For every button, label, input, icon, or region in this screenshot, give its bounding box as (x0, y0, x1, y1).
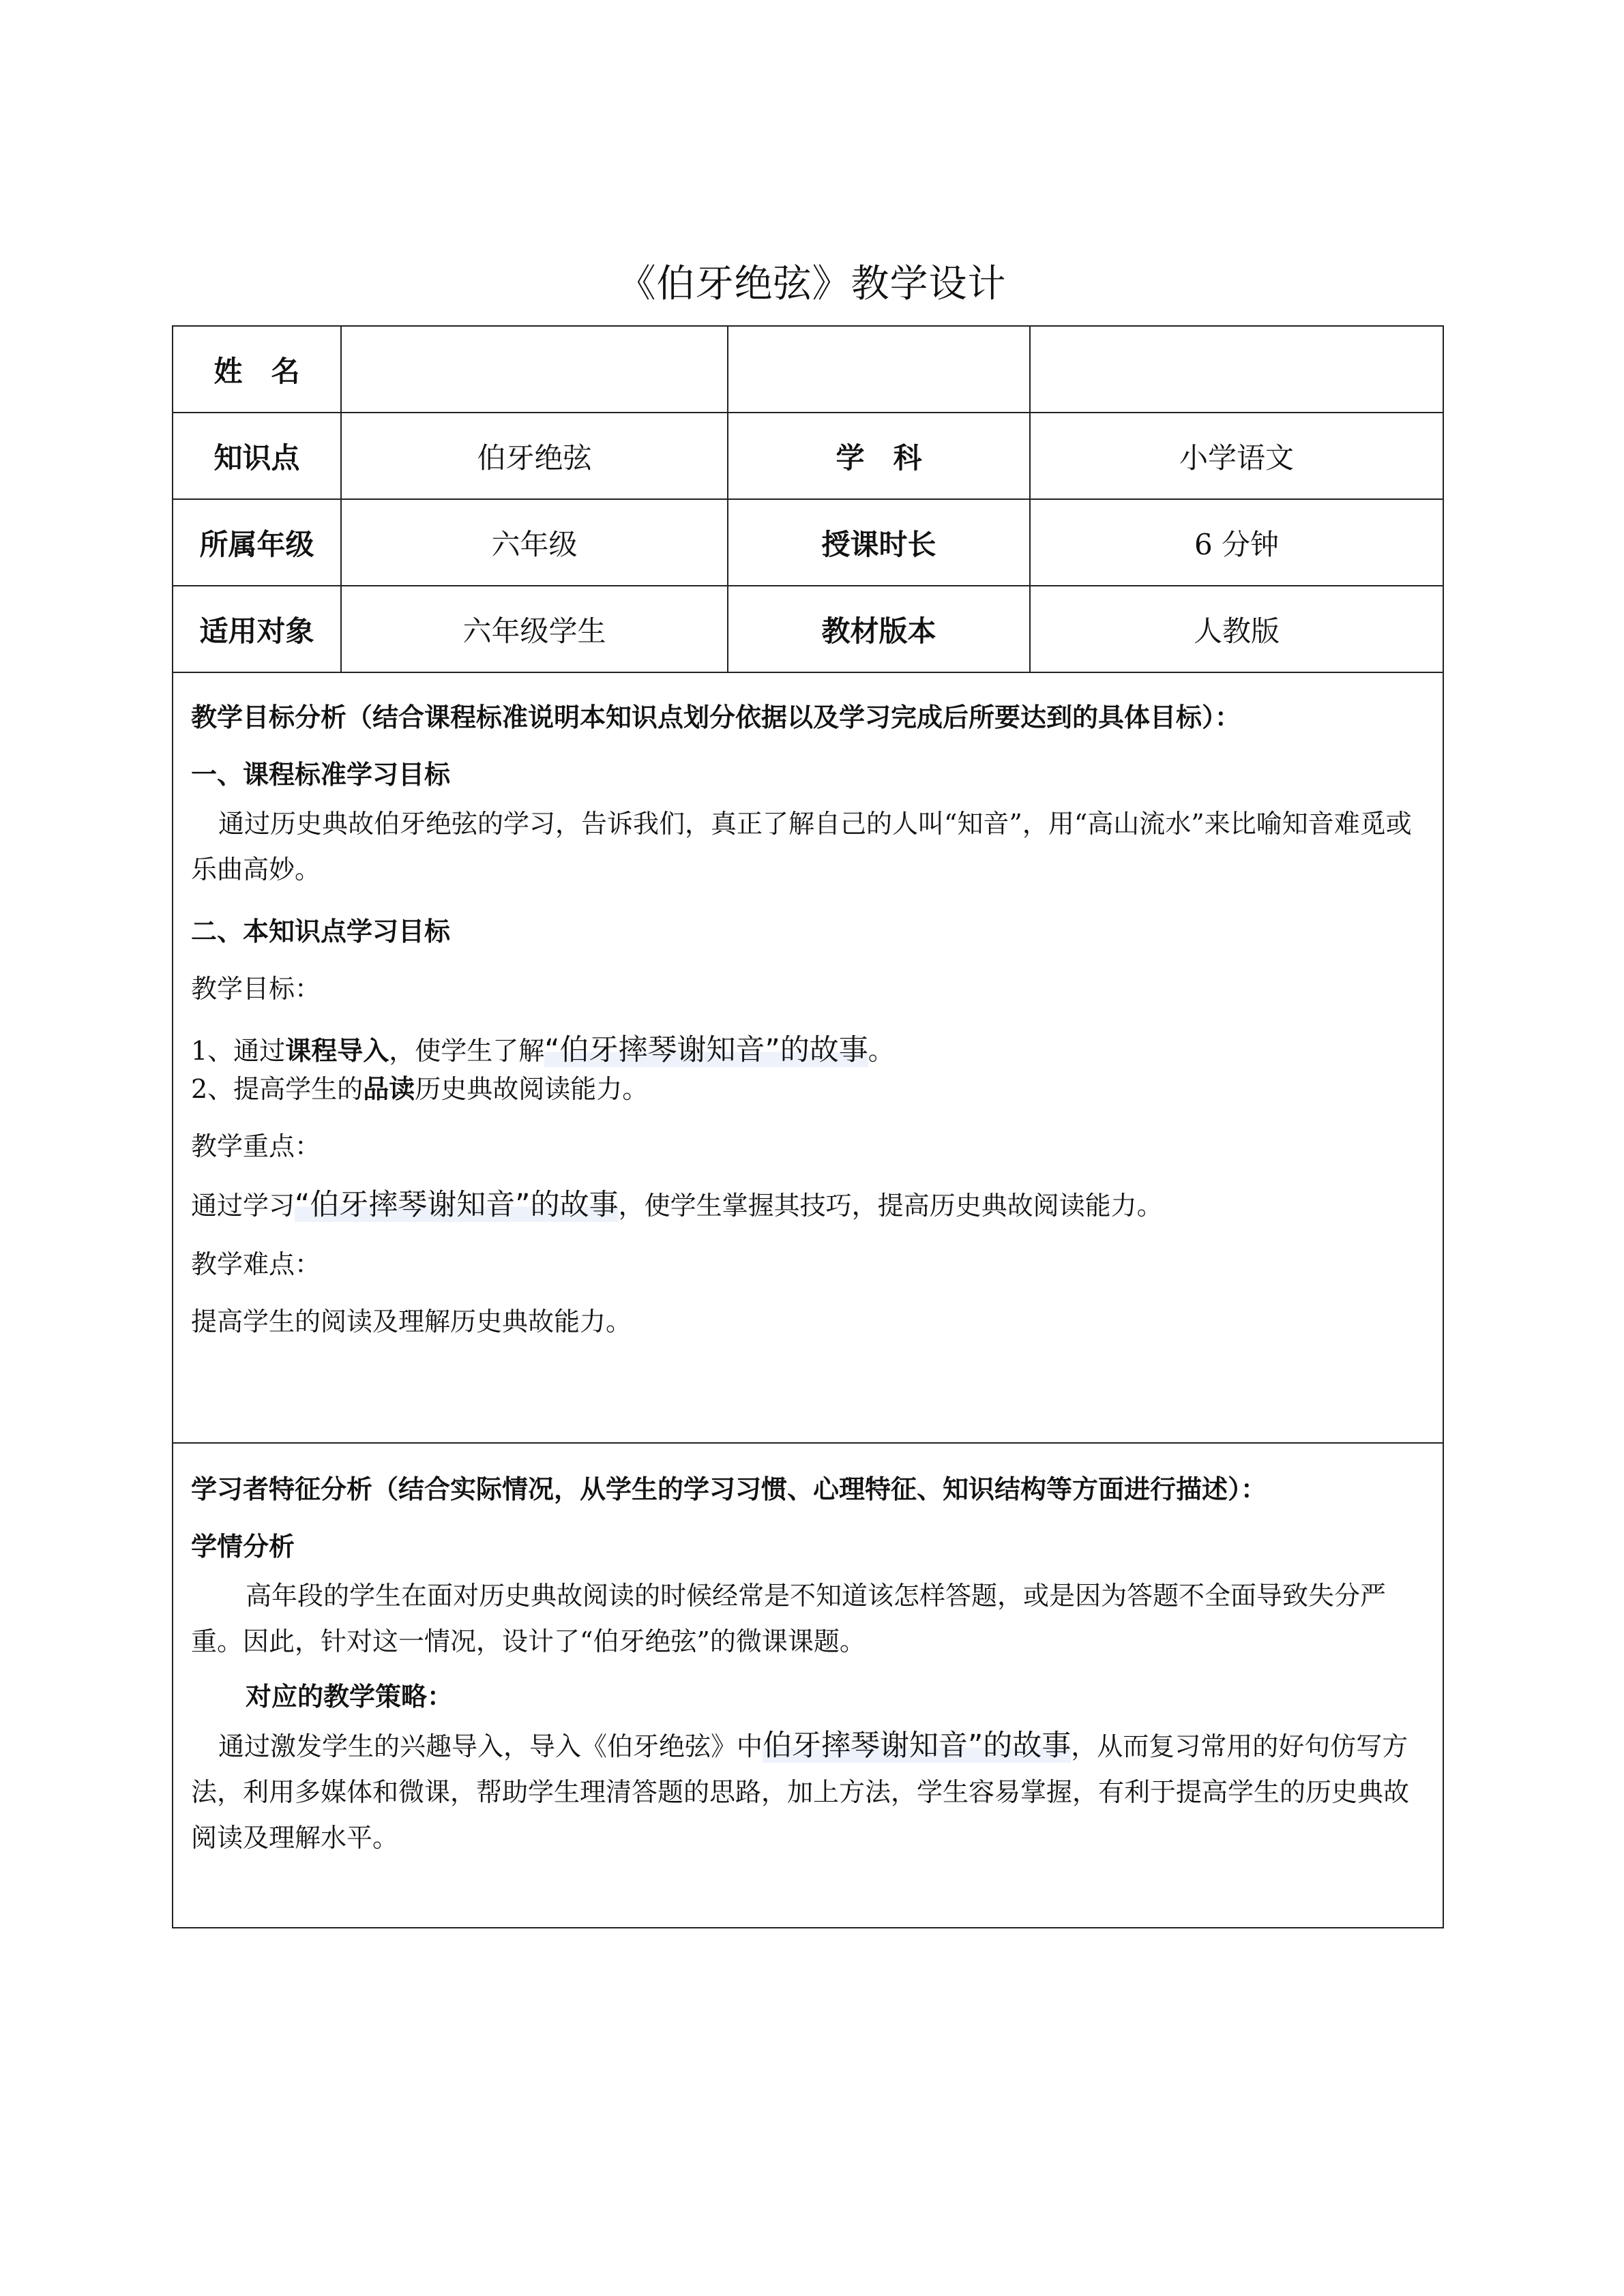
strategy-pre: 通过激发学生的兴趣导入，导入《伯牙绝弦》中 (218, 1731, 763, 1761)
knowledge-label: 知识点 (173, 413, 341, 499)
obj2-bold: 品读 (363, 1074, 415, 1104)
blank-value (1030, 326, 1443, 413)
duration-label: 授课时长 (728, 499, 1030, 586)
objectives-label: 教学目标： (191, 974, 321, 1004)
audience-value: 六年级学生 (341, 586, 728, 672)
table-row (173, 499, 1443, 586)
difficulty-text: 提高学生的阅读及理解历史典故能力。 (191, 1307, 632, 1337)
sec2-title: 二、本知识点学习目标 (191, 916, 451, 946)
knowledge-value: 伯牙绝弦 (341, 413, 728, 499)
difficulty-label: 教学难点： (191, 1249, 321, 1279)
key-pre: 通过学习 (191, 1191, 295, 1221)
obj1-bold: 课程导入 (285, 1036, 389, 1066)
edition-label: 教材版本 (728, 586, 1030, 672)
audience-label: 适用对象 (173, 586, 341, 672)
learners-row (173, 1443, 1443, 1928)
objective-2 (191, 1076, 1425, 1102)
subject-label: 学 科 (728, 413, 1030, 499)
table-row (173, 413, 1443, 499)
goals-row (173, 672, 1443, 1443)
learners-heading: 学习者特征分析（结合实际情况，从学生的学习习惯、心理特征、知识结构等方面进行描述）： (191, 1474, 1267, 1504)
obj1-quote: “伯牙摔琴谢知音”的故事 (544, 1033, 868, 1067)
strategy-quote: 伯牙摔琴谢知音”的故事 (763, 1729, 1072, 1763)
analysis-text: 高年段的学生在面对历史典故阅读的时候经常是不知道该怎样答题，或是因为答题不全面导致失分严重。因此，针对这一情况，设计了“伯牙绝弦”的微课课题。 (191, 1581, 1387, 1656)
page-title: 《伯牙绝弦》教学设计 (617, 262, 1007, 306)
strategy-title: 对应的教学策略： (246, 1682, 454, 1712)
key-quote: “伯牙摔琴谢知音”的故事 (295, 1188, 619, 1222)
sec1-text: 通过历史典故伯牙绝弦的学习，告诉我们，真正了解自己的人叫“知音”，用“高山流水”来比喻知音难觅或乐曲高妙。 (191, 809, 1412, 884)
table-row (173, 586, 1443, 672)
obj1-mid: ，使学生了解 (389, 1036, 545, 1066)
grade-value: 六年级 (341, 499, 728, 586)
key-point (191, 1188, 1425, 1222)
goals-heading: 教学目标分析（结合课程标准说明本知识点划分依据以及学习完成后所要达到的具体目标）： (191, 702, 1241, 732)
table-row (173, 326, 1443, 413)
strategy-end: ，从而复习常用的好句仿写方法，利用多媒体和微课，帮助学生理清答题的思路，加上方法，学生容易掌握，有利于提高学生的历史典故阅读及理解水平。 (191, 1731, 1410, 1853)
obj2-end: 历史典故阅读能力。 (415, 1074, 649, 1104)
objective-1 (191, 1033, 1425, 1067)
name-label: 姓 名 (173, 326, 341, 413)
lesson-plan-table (172, 325, 1444, 1928)
analysis-title: 学情分析 (191, 1532, 295, 1562)
name-value (341, 326, 728, 413)
duration-value: 6 分钟 (1030, 499, 1443, 586)
obj1-pre: 1、通过 (191, 1036, 286, 1066)
key-end: ，使学生掌握其技巧，提高历史典故阅读能力。 (618, 1191, 1163, 1221)
subject-value: 小学语文 (1030, 413, 1443, 499)
grade-label: 所属年级 (173, 499, 341, 586)
blank-label (728, 326, 1030, 413)
edition-value: 人教版 (1030, 586, 1443, 672)
learners-section (173, 1443, 1443, 1928)
obj2-pre: 2、提高学生的 (191, 1074, 364, 1104)
sec1-title: 一、课程标准学习目标 (191, 760, 451, 790)
strategy-text (191, 1723, 1425, 1861)
key-label: 教学重点： (191, 1131, 321, 1161)
goals-section (173, 672, 1443, 1443)
obj1-end: 。 (868, 1036, 894, 1066)
